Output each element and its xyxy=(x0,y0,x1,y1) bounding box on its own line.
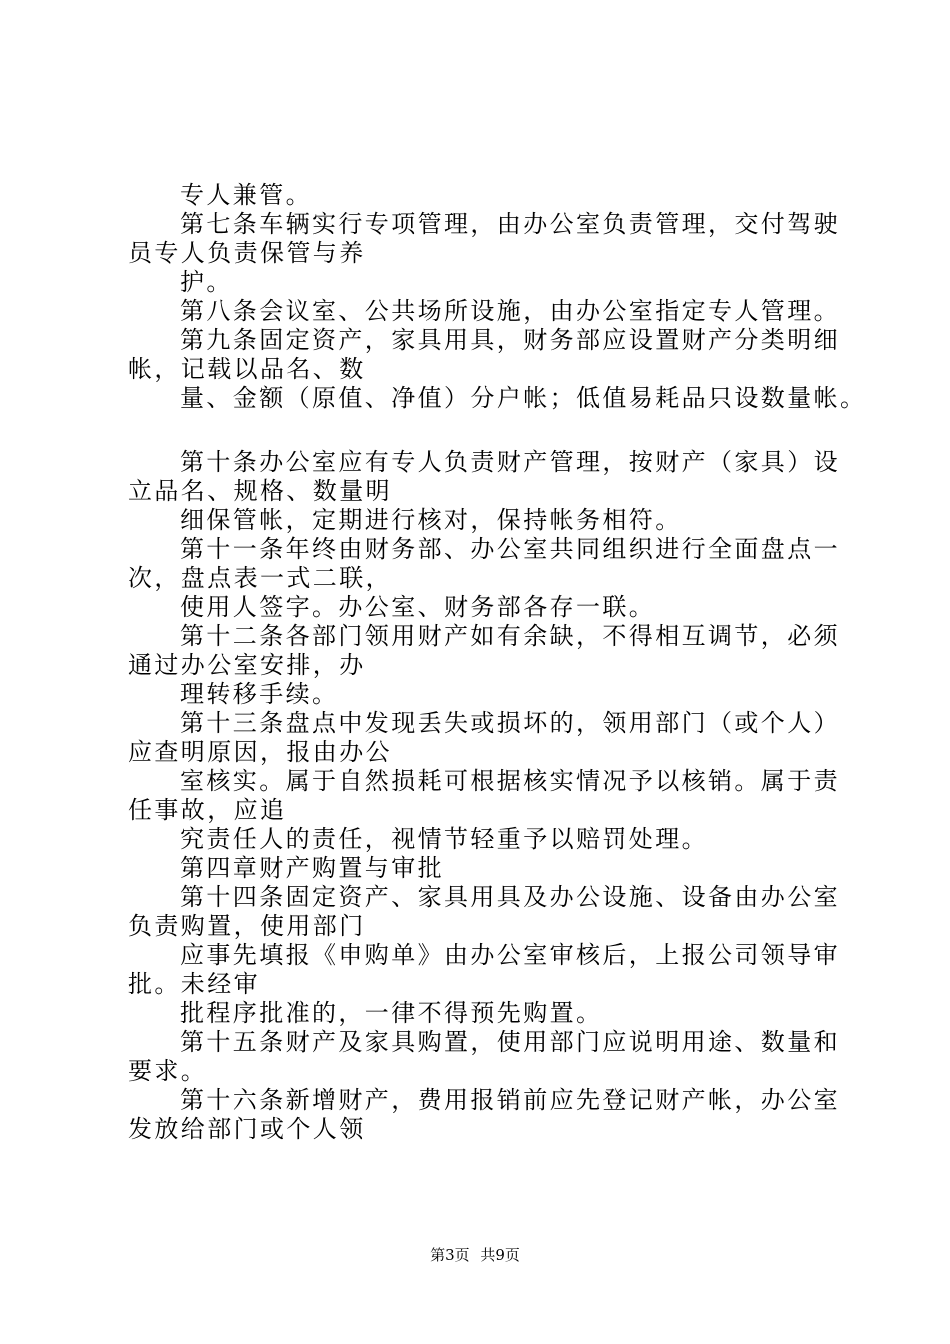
text-line: 帐，记载以品名、数 xyxy=(128,355,366,383)
text-line: 第十六条新增财产，费用报销前应先登记财产帐，办公室 xyxy=(180,1086,840,1114)
text-line: 第十三条盘点中发现丢失或损坏的，领用部门（或个人） xyxy=(180,709,840,737)
text-line: 要求。 xyxy=(128,1057,208,1085)
text-line: 任事故，应追 xyxy=(128,796,287,824)
text-line: 通过办公室安排，办 xyxy=(128,651,366,679)
text-line: 立品名、规格、数量明 xyxy=(128,477,392,505)
page-footer xyxy=(0,1245,950,1265)
text-line: 理转移手续。 xyxy=(180,680,339,708)
text-line: 批。未经审 xyxy=(128,970,260,998)
text-line: 应查明原因，报由办公 xyxy=(128,738,392,766)
text-line: 室核实。属于自然损耗可根据核实情况予以核销。属于责 xyxy=(180,767,840,795)
text-line: 专人兼管。 xyxy=(180,181,312,209)
text-line: 量、金额（原值、净值）分户帐；低值易耗品只设数量帐。 xyxy=(180,384,867,412)
text-line: 负责购置，使用部门 xyxy=(128,912,366,940)
text-line: 第十二条各部门领用财产如有余缺，不得相互调节，必须 xyxy=(180,622,840,650)
page-total: 共9页 xyxy=(480,1246,520,1264)
text-line: 使用人签字。办公室、财务部各存一联。 xyxy=(180,593,656,621)
text-line: 次，盘点表一式二联， xyxy=(128,564,392,592)
page-number: 第3页 xyxy=(430,1246,470,1264)
text-line: 批程序批准的，一律不得预先购置。 xyxy=(180,999,603,1027)
text-line: 第七条车辆实行专项管理，由办公室负责管理，交付驾驶 xyxy=(180,210,840,238)
text-line: 应事先填报《申购单》由办公室审核后，上报公司领导审 xyxy=(180,941,840,969)
text-line: 发放给部门或个人领 xyxy=(128,1115,366,1143)
chapter-heading: 第四章财产购置与审批 xyxy=(180,854,444,882)
text-line: 第十一条年终由财务部、办公室共同组织进行全面盘点一 xyxy=(180,535,840,563)
text-line: 第十四条固定资产、家具用具及办公设施、设备由办公室 xyxy=(180,883,840,911)
text-line: 第九条固定资产，家具用具，财务部应设置财产分类明细 xyxy=(180,326,840,354)
text-line: 第十五条财产及家具购置，使用部门应说明用途、数量和 xyxy=(180,1028,840,1056)
text-line: 员专人负责保管与养 xyxy=(128,239,366,267)
text-line: 护。 xyxy=(180,268,233,296)
text-line: 第八条会议室、公共场所设施，由办公室指定专人管理。 xyxy=(180,297,840,325)
text-line: 第十条办公室应有专人负责财产管理，按财产（家具）设 xyxy=(180,448,840,476)
text-line: 究责任人的责任，视情节轻重予以赔罚处理。 xyxy=(180,825,708,853)
text-line: 细保管帐，定期进行核对，保持帐务相符。 xyxy=(180,506,682,534)
